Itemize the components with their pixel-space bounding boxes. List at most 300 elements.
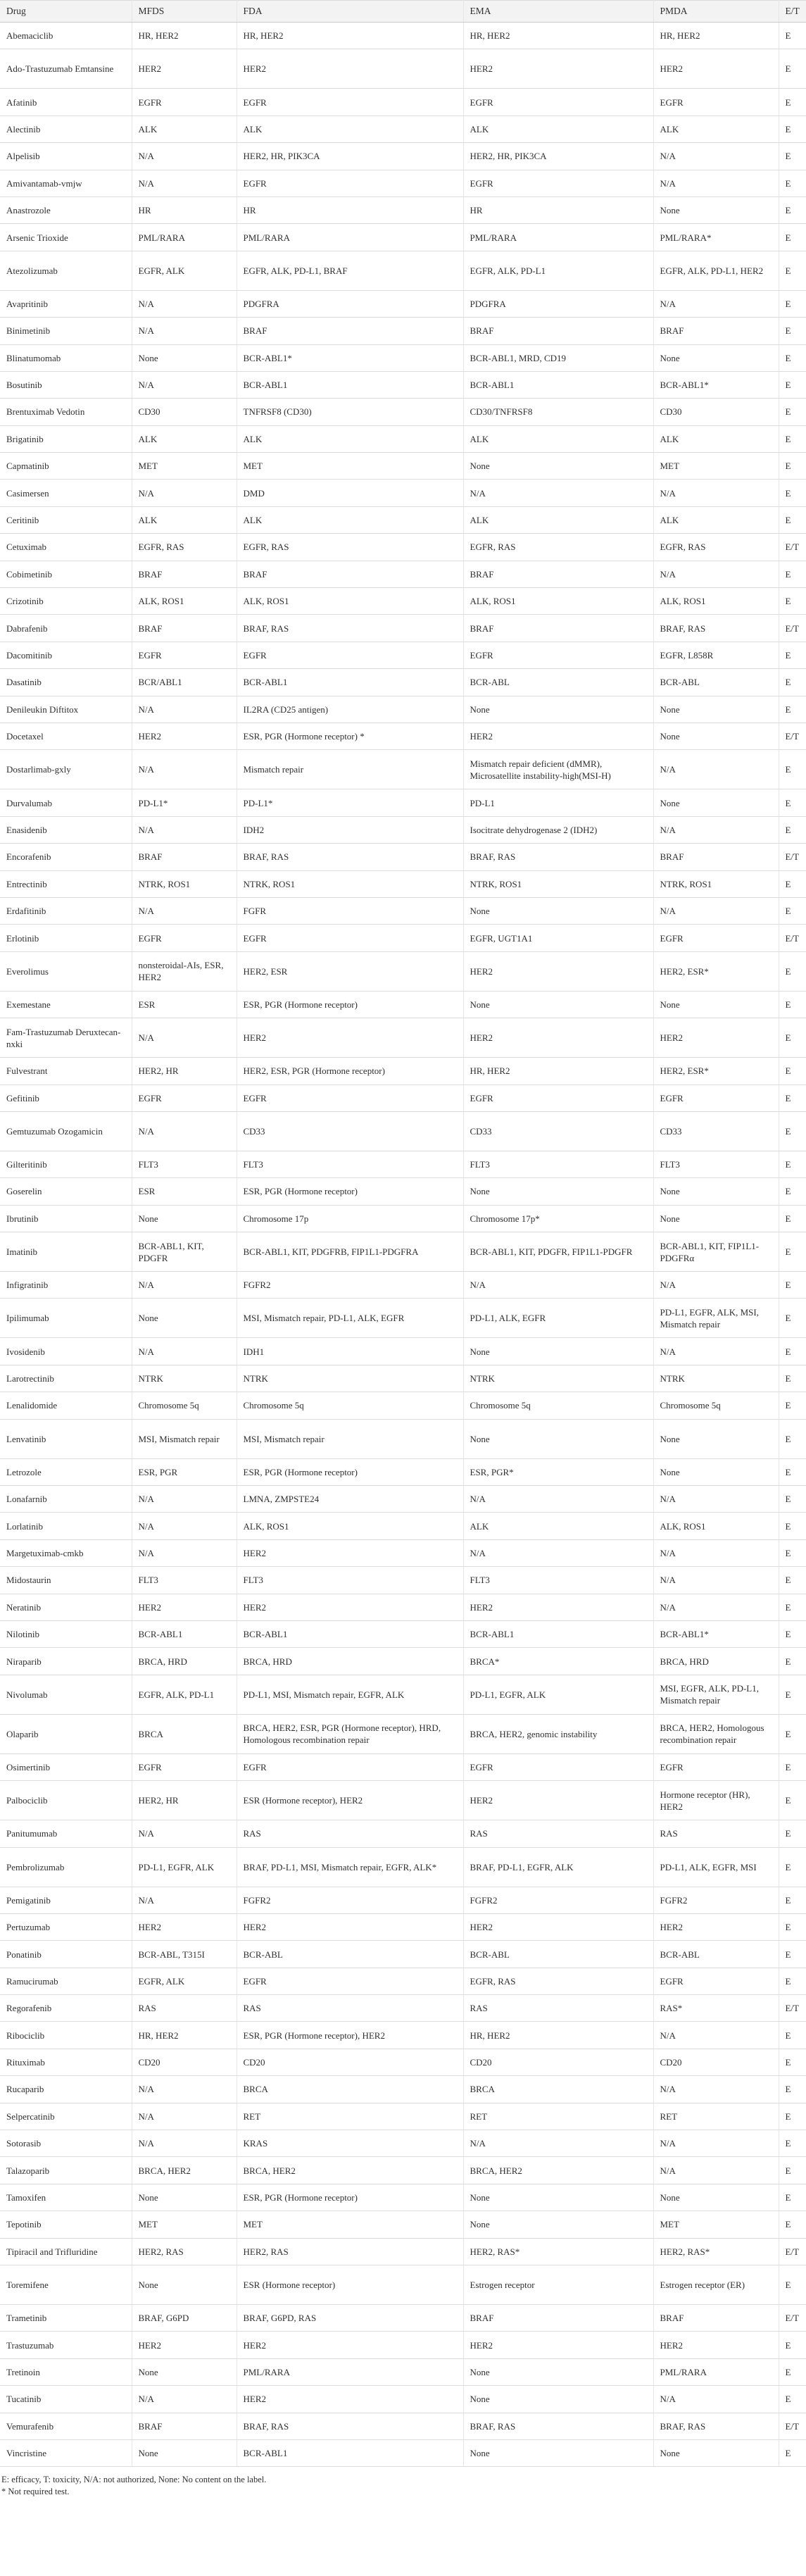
- cell-pmda: EGFR, RAS: [653, 534, 779, 561]
- cell-drug: Docetaxel: [0, 723, 132, 749]
- cell-efficacy-toxicity: E: [779, 1594, 806, 1620]
- cell-drug: Goserelin: [0, 1178, 132, 1205]
- cell-ema: BRAF: [463, 561, 653, 587]
- cell-drug: Nilotinib: [0, 1620, 132, 1647]
- cell-drug: Rituximab: [0, 2049, 132, 2075]
- cell-fda: HER2, HR, PIK3CA: [237, 143, 463, 170]
- cell-drug: Nivolumab: [0, 1675, 132, 1714]
- cell-mfds: EGFR, RAS: [132, 534, 237, 561]
- cell-pmda: BRAF, RAS: [653, 615, 779, 642]
- table-row: [0, 224, 806, 251]
- cell-efficacy-toxicity: E: [779, 1272, 806, 1299]
- cell-ema: N/A: [463, 2130, 653, 2157]
- cell-efficacy-toxicity: E: [779, 696, 806, 723]
- cell-pmda: N/A: [653, 170, 779, 196]
- cell-pmda: PD-L1, ALK, EGFR, MSI: [653, 1847, 779, 1887]
- cell-fda: HER2, RAS: [237, 2238, 463, 2265]
- cell-drug: Tamoxifen: [0, 2184, 132, 2211]
- cell-efficacy-toxicity: E: [779, 371, 806, 398]
- cell-pmda: HER2, RAS*: [653, 2238, 779, 2265]
- table-row: [0, 1458, 806, 1485]
- cell-fda: ALK: [237, 506, 463, 533]
- cell-pmda: None: [653, 2184, 779, 2211]
- cell-efficacy-toxicity: E: [779, 2022, 806, 2049]
- table-row: [0, 2439, 806, 2466]
- cell-mfds: HER2: [132, 2332, 237, 2358]
- cell-mfds: N/A: [132, 371, 237, 398]
- table-row: [0, 1018, 806, 1058]
- cell-fda: RAS: [237, 1995, 463, 2022]
- cell-ema: BRAF: [463, 615, 653, 642]
- table-row: [0, 1111, 806, 1151]
- cell-ema: N/A: [463, 1486, 653, 1513]
- cell-efficacy-toxicity: E: [779, 196, 806, 223]
- cell-drug: Ivosidenib: [0, 1338, 132, 1365]
- cell-pmda: HER2, ESR*: [653, 951, 779, 991]
- cell-pmda: BRAF: [653, 844, 779, 870]
- cell-ema: EGFR: [463, 170, 653, 196]
- cell-mfds: N/A: [132, 1486, 237, 1513]
- cell-efficacy-toxicity: E: [779, 897, 806, 924]
- cell-drug: Crizotinib: [0, 588, 132, 615]
- cell-ema: BRCA: [463, 2076, 653, 2103]
- cell-ema: HR, HER2: [463, 1058, 653, 1084]
- cell-pmda: NTRK: [653, 1365, 779, 1392]
- cell-pmda: BRCA, HER2, Homologous recombination repair: [653, 1714, 779, 1753]
- cell-mfds: N/A: [132, 1887, 237, 1913]
- cell-fda: CD20: [237, 2049, 463, 2075]
- cell-mfds: None: [132, 1205, 237, 1232]
- cell-fda: ESR (Hormone receptor): [237, 2265, 463, 2305]
- table-row: [0, 1594, 806, 1620]
- cell-efficacy-toxicity: E: [779, 1820, 806, 1847]
- cell-mfds: BRCA: [132, 1714, 237, 1753]
- cell-mfds: CD20: [132, 2049, 237, 2075]
- cell-mfds: EGFR, ALK: [132, 1968, 237, 1994]
- cell-mfds: BCR/ABL1: [132, 669, 237, 696]
- cell-fda: ESR, PGR (Hormone receptor): [237, 2184, 463, 2211]
- table-row: [0, 196, 806, 223]
- cell-fda: PDGFRA: [237, 290, 463, 317]
- cell-ema: FLT3: [463, 1567, 653, 1594]
- cell-drug: Lenalidomide: [0, 1392, 132, 1419]
- cell-efficacy-toxicity: E: [779, 399, 806, 425]
- cell-mfds: HR, HER2: [132, 23, 237, 49]
- cell-ema: PML/RARA: [463, 224, 653, 251]
- cell-efficacy-toxicity: E: [779, 588, 806, 615]
- cell-drug: Gemtuzumab Ozogamicin: [0, 1111, 132, 1151]
- table-row: [0, 1338, 806, 1365]
- cell-pmda: None: [653, 723, 779, 749]
- cell-ema: ESR, PGR*: [463, 1458, 653, 1485]
- cell-ema: Estrogen receptor: [463, 2265, 653, 2305]
- cell-ema: Chromosome 17p*: [463, 1205, 653, 1232]
- table-row: [0, 1714, 806, 1753]
- table-row: [0, 870, 806, 897]
- cell-pmda: N/A: [653, 561, 779, 587]
- cell-fda: BCR-ABL1*: [237, 344, 463, 371]
- cell-pmda: MET: [653, 453, 779, 480]
- cell-mfds: N/A: [132, 2076, 237, 2103]
- cell-pmda: N/A: [653, 1567, 779, 1594]
- cell-efficacy-toxicity: E: [779, 1753, 806, 1780]
- cell-efficacy-toxicity: E: [779, 143, 806, 170]
- table-body: [0, 23, 806, 2467]
- cell-drug: Anastrozole: [0, 196, 132, 223]
- cell-efficacy-toxicity: E: [779, 1458, 806, 1485]
- cell-pmda: N/A: [653, 290, 779, 317]
- cell-drug: Dacomitinib: [0, 642, 132, 668]
- cell-ema: HER2: [463, 2332, 653, 2358]
- cell-mfds: N/A: [132, 897, 237, 924]
- cell-efficacy-toxicity: E: [779, 170, 806, 196]
- table-row: [0, 1913, 806, 1940]
- cell-fda: PML/RARA: [237, 224, 463, 251]
- cell-drug: Tucatinib: [0, 2386, 132, 2413]
- cell-pmda: N/A: [653, 1486, 779, 1513]
- cell-efficacy-toxicity: E: [779, 1018, 806, 1058]
- cell-ema: None: [463, 2439, 653, 2466]
- cell-efficacy-toxicity: E/T: [779, 925, 806, 951]
- table-row: [0, 1675, 806, 1714]
- cell-drug: Entrectinib: [0, 870, 132, 897]
- cell-mfds: N/A: [132, 1272, 237, 1299]
- cell-ema: EGFR: [463, 1084, 653, 1111]
- table-row: [0, 1486, 806, 1513]
- cell-mfds: ALK: [132, 115, 237, 142]
- header-row: [0, 1, 806, 23]
- cell-drug: Avapritinib: [0, 290, 132, 317]
- cell-pmda: None: [653, 696, 779, 723]
- cell-ema: FLT3: [463, 1151, 653, 1177]
- cell-fda: HER2: [237, 2386, 463, 2413]
- cell-drug: Infigratinib: [0, 1272, 132, 1299]
- cell-fda: Mismatch repair: [237, 750, 463, 789]
- cell-fda: ESR, PGR (Hormone receptor), HER2: [237, 2022, 463, 2049]
- cell-drug: Rucaparib: [0, 2076, 132, 2103]
- table-row: [0, 750, 806, 789]
- cell-ema: HER2: [463, 1913, 653, 1940]
- cell-mfds: N/A: [132, 750, 237, 789]
- cell-ema: EGFR: [463, 1753, 653, 1780]
- cell-drug: Alectinib: [0, 115, 132, 142]
- cell-drug: Cetuximab: [0, 534, 132, 561]
- cell-fda: EGFR: [237, 642, 463, 668]
- cell-efficacy-toxicity: E: [779, 2265, 806, 2305]
- cell-mfds: PD-L1, EGFR, ALK: [132, 1847, 237, 1887]
- cell-efficacy-toxicity: E: [779, 2184, 806, 2211]
- cell-pmda: BCR-ABL1*: [653, 1620, 779, 1647]
- cell-efficacy-toxicity: E: [779, 1847, 806, 1887]
- cell-drug: Gilteritinib: [0, 1151, 132, 1177]
- cell-drug: Enasidenib: [0, 816, 132, 843]
- cell-efficacy-toxicity: E: [779, 1178, 806, 1205]
- cell-fda: NTRK: [237, 1365, 463, 1392]
- cell-ema: EGFR, RAS: [463, 534, 653, 561]
- cell-pmda: N/A: [653, 2022, 779, 2049]
- cell-efficacy-toxicity: E: [779, 115, 806, 142]
- cell-pmda: BCR-ABL: [653, 1941, 779, 1968]
- cell-pmda: RAS: [653, 1820, 779, 1847]
- cell-fda: EGFR: [237, 170, 463, 196]
- cell-drug: Sotorasib: [0, 2130, 132, 2157]
- cell-drug: Midostaurin: [0, 1567, 132, 1594]
- table-row: [0, 789, 806, 816]
- cell-efficacy-toxicity: E: [779, 1299, 806, 1338]
- cell-efficacy-toxicity: E: [779, 425, 806, 452]
- cell-ema: None: [463, 2184, 653, 2211]
- cell-pmda: HER2: [653, 1913, 779, 1940]
- cell-mfds: PML/RARA: [132, 224, 237, 251]
- table-row: [0, 2130, 806, 2157]
- cell-drug: Erdafitinib: [0, 897, 132, 924]
- cell-pmda: None: [653, 344, 779, 371]
- cell-pmda: PD-L1, EGFR, ALK, MSI, Mismatch repair: [653, 1299, 779, 1338]
- cell-pmda: N/A: [653, 2157, 779, 2184]
- cell-pmda: N/A: [653, 897, 779, 924]
- cell-pmda: N/A: [653, 816, 779, 843]
- cell-pmda: EGFR: [653, 1084, 779, 1111]
- cell-pmda: None: [653, 1419, 779, 1458]
- cell-efficacy-toxicity: E: [779, 1675, 806, 1714]
- cell-fda: FGFR2: [237, 1272, 463, 1299]
- cell-pmda: NTRK, ROS1: [653, 870, 779, 897]
- header-drug: Drug: [0, 1, 132, 23]
- table-row: [0, 425, 806, 452]
- cell-ema: HR, HER2: [463, 23, 653, 49]
- cell-mfds: HER2, RAS: [132, 2238, 237, 2265]
- cell-pmda: EGFR: [653, 1753, 779, 1780]
- cell-mfds: None: [132, 344, 237, 371]
- cell-efficacy-toxicity: E: [779, 951, 806, 991]
- cell-pmda: BCR-ABL: [653, 669, 779, 696]
- cell-fda: LMNA, ZMPSTE24: [237, 1486, 463, 1513]
- cell-ema: HER2: [463, 723, 653, 749]
- cell-mfds: MSI, Mismatch repair: [132, 1419, 237, 1458]
- cell-mfds: N/A: [132, 318, 237, 344]
- cell-pmda: BRAF: [653, 2305, 779, 2332]
- cell-mfds: N/A: [132, 2103, 237, 2130]
- cell-fda: EGFR: [237, 1968, 463, 1994]
- cell-fda: DMD: [237, 480, 463, 506]
- cell-ema: CD20: [463, 2049, 653, 2075]
- cell-efficacy-toxicity: E: [779, 2157, 806, 2184]
- cell-fda: BRAF, G6PD, RAS: [237, 2305, 463, 2332]
- cell-drug: Lonafarnib: [0, 1486, 132, 1513]
- cell-drug: Blinatumomab: [0, 344, 132, 371]
- cell-efficacy-toxicity: E: [779, 2049, 806, 2075]
- cell-fda: BRAF, RAS: [237, 2413, 463, 2439]
- cell-pmda: FGFR2: [653, 1887, 779, 1913]
- cell-efficacy-toxicity: E: [779, 1620, 806, 1647]
- cell-mfds: HER2, HR: [132, 1058, 237, 1084]
- cell-drug: Neratinib: [0, 1594, 132, 1620]
- cell-fda: HER2, ESR: [237, 951, 463, 991]
- cell-fda: TNFRSF8 (CD30): [237, 399, 463, 425]
- table-row: [0, 1084, 806, 1111]
- cell-fda: EGFR: [237, 1753, 463, 1780]
- cell-efficacy-toxicity: E: [779, 2358, 806, 2385]
- cell-ema: HER2, RAS*: [463, 2238, 653, 2265]
- cell-efficacy-toxicity: E: [779, 23, 806, 49]
- cell-efficacy-toxicity: E/T: [779, 2238, 806, 2265]
- cell-drug: Denileukin Diftitox: [0, 696, 132, 723]
- table-row: [0, 534, 806, 561]
- table-row: [0, 318, 806, 344]
- cell-drug: Selpercatinib: [0, 2103, 132, 2130]
- cell-fda: ESR, PGR (Hormone receptor): [237, 991, 463, 1018]
- table-footnotes: [0, 2467, 806, 2498]
- cell-mfds: EGFR: [132, 925, 237, 951]
- cell-drug: Panitumumab: [0, 1820, 132, 1847]
- table-row: [0, 588, 806, 615]
- cell-drug: Amivantamab-vmjw: [0, 170, 132, 196]
- table-row: [0, 2157, 806, 2184]
- cell-pmda: CD33: [653, 1111, 779, 1151]
- cell-ema: HER2: [463, 951, 653, 991]
- cell-ema: PD-L1, ALK, EGFR: [463, 1299, 653, 1338]
- cell-pmda: EGFR: [653, 1968, 779, 1994]
- cell-pmda: None: [653, 1178, 779, 1205]
- cell-ema: BCR-ABL1: [463, 371, 653, 398]
- cell-ema: BCR-ABL: [463, 1941, 653, 1968]
- table-row: [0, 1299, 806, 1338]
- cell-mfds: PD-L1*: [132, 789, 237, 816]
- table-row: [0, 2211, 806, 2238]
- cell-efficacy-toxicity: E: [779, 344, 806, 371]
- cell-fda: ALK, ROS1: [237, 588, 463, 615]
- cell-fda: ALK: [237, 425, 463, 452]
- cell-efficacy-toxicity: E: [779, 453, 806, 480]
- cell-efficacy-toxicity: E: [779, 991, 806, 1018]
- cell-drug: Ibrutinib: [0, 1205, 132, 1232]
- table-row: [0, 1753, 806, 1780]
- cell-pmda: ALK, ROS1: [653, 588, 779, 615]
- cell-mfds: MET: [132, 453, 237, 480]
- cell-ema: None: [463, 696, 653, 723]
- cell-mfds: EGFR: [132, 642, 237, 668]
- cell-ema: N/A: [463, 480, 653, 506]
- cell-efficacy-toxicity: E: [779, 2439, 806, 2466]
- table-row: [0, 23, 806, 49]
- cell-efficacy-toxicity: E: [779, 1151, 806, 1177]
- cell-mfds: nonsteroidal-AIs, ESR, HER2: [132, 951, 237, 991]
- cell-pmda: EGFR, ALK, PD-L1, HER2: [653, 251, 779, 290]
- cell-efficacy-toxicity: E: [779, 89, 806, 115]
- table-row: [0, 844, 806, 870]
- cell-efficacy-toxicity: E: [779, 1084, 806, 1111]
- cell-pmda: FLT3: [653, 1151, 779, 1177]
- cell-efficacy-toxicity: E/T: [779, 2413, 806, 2439]
- cell-drug: Niraparib: [0, 1648, 132, 1675]
- cell-drug: Binimetinib: [0, 318, 132, 344]
- cell-drug: Ipilimumab: [0, 1299, 132, 1338]
- cell-efficacy-toxicity: E: [779, 870, 806, 897]
- cell-efficacy-toxicity: E: [779, 1539, 806, 1566]
- cell-mfds: EGFR: [132, 89, 237, 115]
- cell-fda: IDH1: [237, 1338, 463, 1365]
- cell-ema: RAS: [463, 1820, 653, 1847]
- cell-drug: Lenvatinib: [0, 1419, 132, 1458]
- cell-efficacy-toxicity: E: [779, 789, 806, 816]
- cell-drug: Osimertinib: [0, 1753, 132, 1780]
- table-row: [0, 1178, 806, 1205]
- cell-ema: EGFR, RAS: [463, 1968, 653, 1994]
- cell-fda: PML/RARA: [237, 2358, 463, 2385]
- footnote-legend: E: efficacy, T: toxicity, N/A: not authorized, None: No content on the label.: [1, 2475, 267, 2485]
- cell-ema: HER2: [463, 1781, 653, 1820]
- cell-ema: ALK: [463, 115, 653, 142]
- table-row: [0, 2413, 806, 2439]
- cell-mfds: HER2: [132, 1594, 237, 1620]
- cell-mfds: BRAF: [132, 561, 237, 587]
- cell-pmda: HER2: [653, 49, 779, 89]
- cell-drug: Trastuzumab: [0, 2332, 132, 2358]
- table-row: [0, 1820, 806, 1847]
- table-row: [0, 1365, 806, 1392]
- cell-drug: Gefitinib: [0, 1084, 132, 1111]
- cell-efficacy-toxicity: E: [779, 1392, 806, 1419]
- cell-drug: Pembrolizumab: [0, 1847, 132, 1887]
- table-row: [0, 1567, 806, 1594]
- cell-ema: EGFR: [463, 642, 653, 668]
- cell-efficacy-toxicity: E: [779, 1941, 806, 1968]
- cell-mfds: HER2: [132, 723, 237, 749]
- table-row: [0, 1968, 806, 1994]
- cell-fda: BCR-ABL1: [237, 669, 463, 696]
- cell-efficacy-toxicity: E: [779, 2211, 806, 2238]
- cell-ema: None: [463, 2386, 653, 2413]
- table-row: [0, 170, 806, 196]
- cell-pmda: None: [653, 2439, 779, 2466]
- cell-mfds: N/A: [132, 1338, 237, 1365]
- cell-drug: Tepotinib: [0, 2211, 132, 2238]
- table-row: [0, 371, 806, 398]
- cell-pmda: BRAF, RAS: [653, 2413, 779, 2439]
- cell-pmda: CD30: [653, 399, 779, 425]
- cell-fda: BRAF: [237, 318, 463, 344]
- cell-mfds: HER2: [132, 1913, 237, 1940]
- cell-pmda: None: [653, 1458, 779, 1485]
- cell-ema: None: [463, 2211, 653, 2238]
- table-row: [0, 2305, 806, 2332]
- cell-pmda: BCR-ABL1*: [653, 371, 779, 398]
- cell-mfds: NTRK: [132, 1365, 237, 1392]
- cell-efficacy-toxicity: E/T: [779, 1995, 806, 2022]
- cell-pmda: N/A: [653, 143, 779, 170]
- cell-pmda: ALK, ROS1: [653, 1513, 779, 1539]
- cell-mfds: ESR: [132, 991, 237, 1018]
- table-row: [0, 2184, 806, 2211]
- cell-efficacy-toxicity: E: [779, 480, 806, 506]
- cell-pmda: N/A: [653, 1594, 779, 1620]
- cell-fda: BRAF, RAS: [237, 844, 463, 870]
- cell-ema: BRCA*: [463, 1648, 653, 1675]
- cell-fda: BRCA, HRD: [237, 1648, 463, 1675]
- cell-drug: Fulvestrant: [0, 1058, 132, 1084]
- cell-drug: Imatinib: [0, 1232, 132, 1272]
- cell-pmda: MET: [653, 2211, 779, 2238]
- cell-mfds: BRAF: [132, 844, 237, 870]
- cell-ema: BRAF, PD-L1, EGFR, ALK: [463, 1847, 653, 1887]
- cell-ema: ALK: [463, 1513, 653, 1539]
- cell-efficacy-toxicity: E: [779, 561, 806, 587]
- cell-drug: Margetuximab-cmkb: [0, 1539, 132, 1566]
- cell-ema: None: [463, 991, 653, 1018]
- cell-mfds: None: [132, 2184, 237, 2211]
- table-row: [0, 251, 806, 290]
- cell-efficacy-toxicity: E: [779, 2103, 806, 2130]
